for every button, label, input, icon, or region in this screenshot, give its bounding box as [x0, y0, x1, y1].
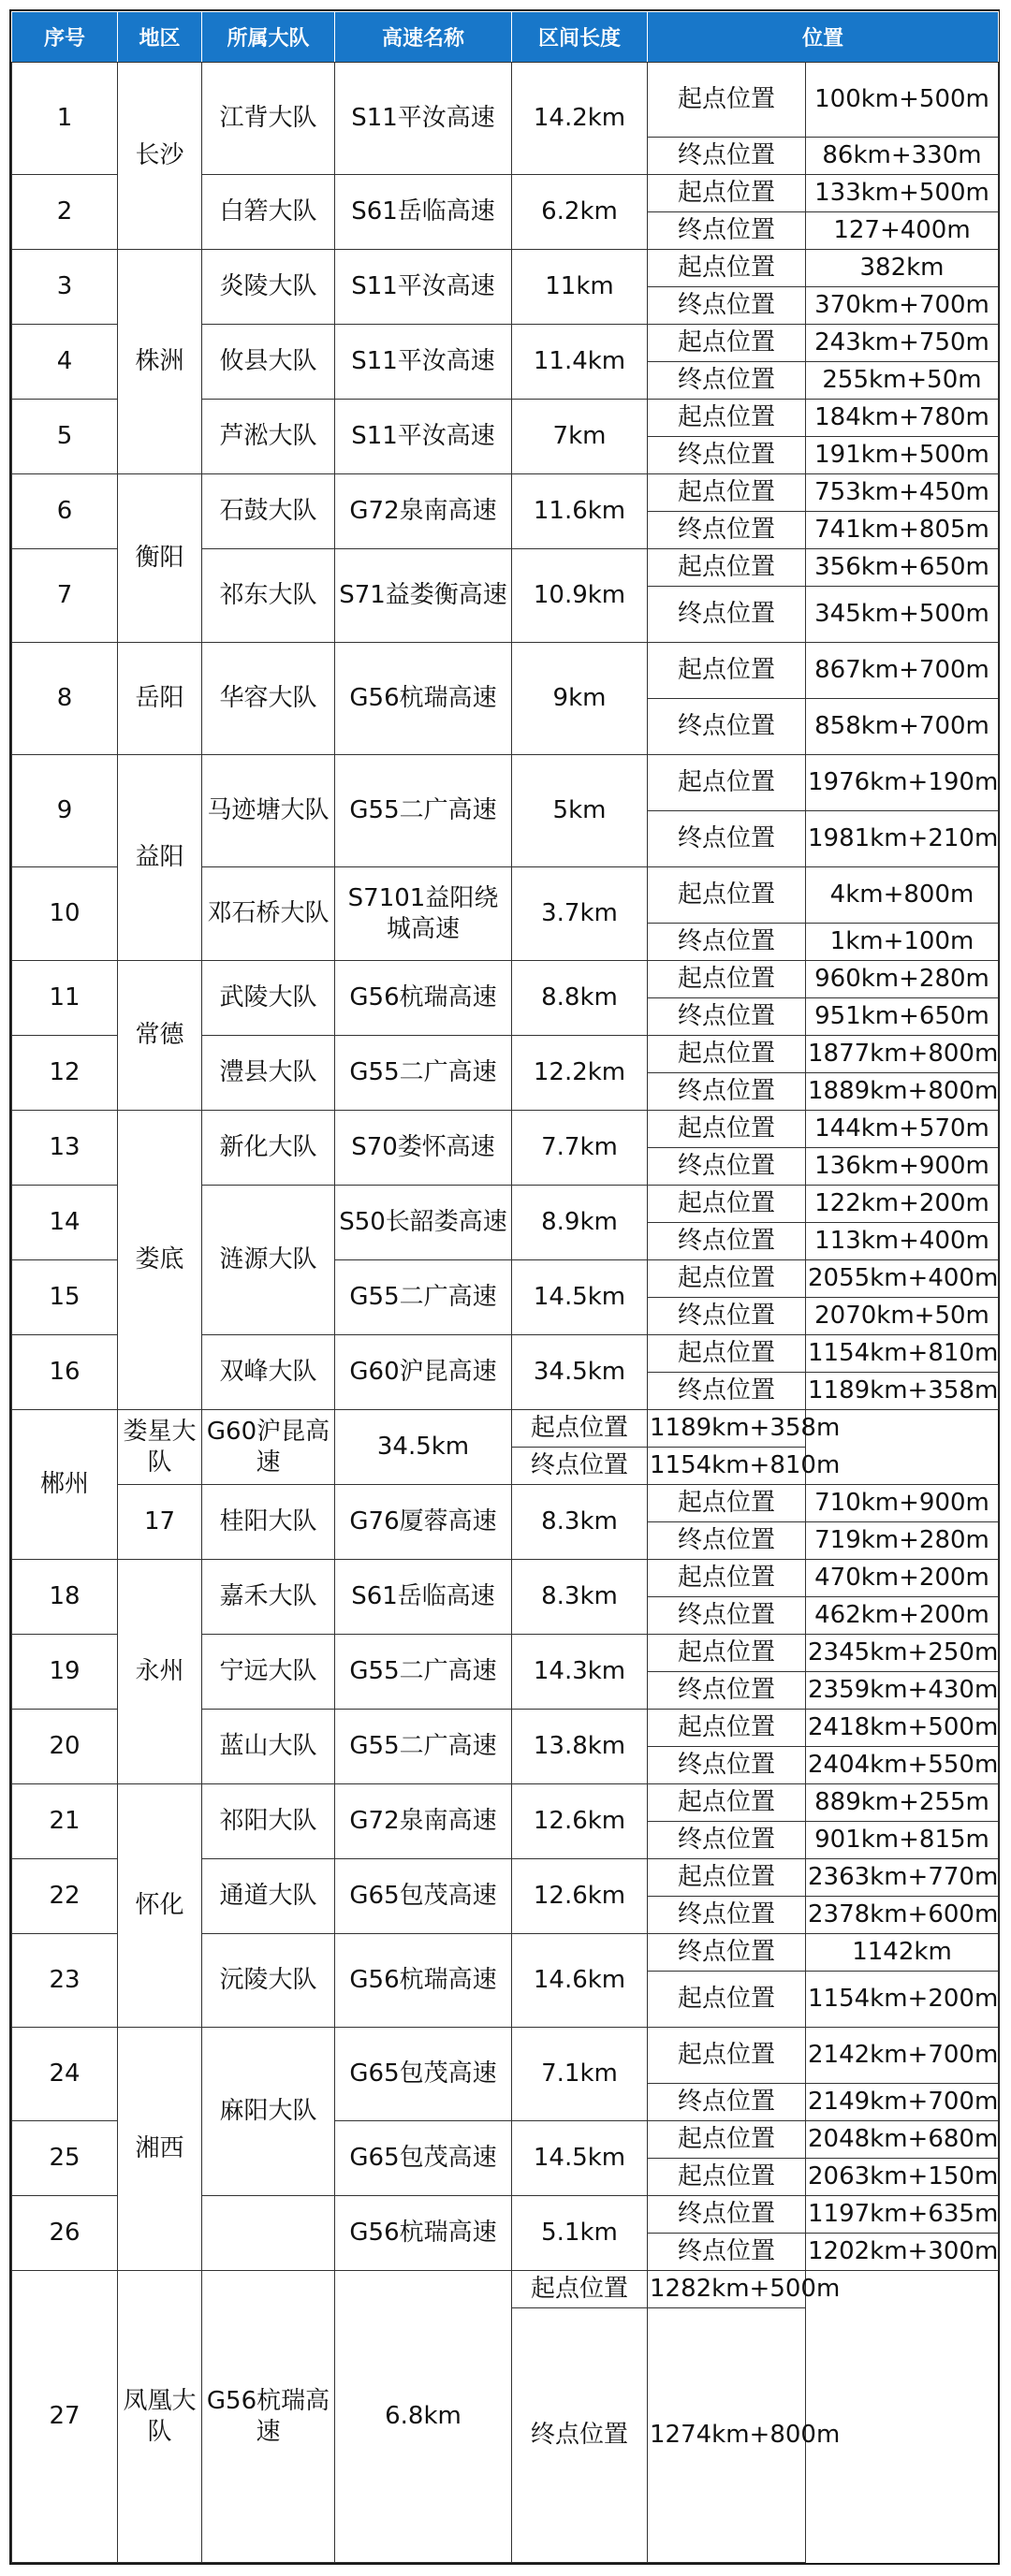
highway-cell: G56杭瑞高速 [202, 2271, 335, 2563]
position-label-cell: 终点位置 [648, 1672, 806, 1710]
brigade-cell: 蓝山大队 [202, 1710, 335, 1784]
header-seq: 序号 [12, 12, 118, 63]
brigade-cell: 麻阳大队 [202, 2028, 335, 2196]
position-label-cell: 起点位置 [648, 1972, 806, 2028]
position-label-cell: 终点位置 [648, 1934, 806, 1972]
position-value-cell: 1km+100m [806, 924, 999, 961]
position-label-cell: 终点位置 [512, 1448, 648, 1485]
length-cell: 34.5km [335, 1410, 512, 1485]
position-value-cell: 1142km [806, 1934, 999, 1972]
brigade-cell: 通道大队 [202, 1859, 335, 1934]
length-cell: 10.9km [512, 549, 648, 643]
position-label-cell: 终点位置 [648, 1223, 806, 1260]
position-label-cell: 起点位置 [648, 474, 806, 512]
length-cell: 14.5km [512, 1260, 648, 1335]
region-cell: 永州 [118, 1560, 202, 1784]
position-value-cell: 2055km+400m [806, 1260, 999, 1298]
table-row [12, 2028, 999, 2084]
length-cell: 8.8km [512, 961, 648, 1036]
table-row [12, 1560, 999, 1597]
position-value-cell: 951km+650m [806, 998, 999, 1036]
length-cell: 5.1km [512, 2196, 648, 2271]
highway-cell: G56杭瑞高速 [335, 961, 512, 1036]
position-value-cell: 960km+280m [806, 961, 999, 998]
position-label-cell: 起点位置 [648, 1635, 806, 1672]
position-label-cell: 终点位置 [648, 1373, 806, 1410]
highway-cell: G60沪昆高速 [335, 1335, 512, 1410]
table-header-row [12, 12, 999, 63]
position-value-cell: 2378km+600m [806, 1897, 999, 1934]
highway-cell: S61岳临高速 [335, 175, 512, 250]
region-cell: 益阳 [118, 755, 202, 961]
position-value-cell: 2149km+700m [806, 2084, 999, 2121]
position-label-cell: 终点位置 [648, 924, 806, 961]
position-value-cell: 345km+500m [806, 587, 999, 643]
position-value-cell: 382km [806, 250, 999, 287]
position-value-cell: 243km+750m [806, 325, 999, 362]
position-label-cell: 起点位置 [648, 1335, 806, 1373]
brigade-cell: 马迹塘大队 [202, 755, 335, 867]
position-value-cell: 719km+280m [806, 1522, 999, 1560]
position-value-cell: 741km+805m [806, 512, 999, 549]
seq-cell: 23 [12, 1934, 118, 2028]
length-cell: 8.3km [512, 1560, 648, 1635]
table-row [12, 63, 999, 138]
seq-cell: 18 [12, 1560, 118, 1635]
position-value-cell: 2418km+500m [806, 1710, 999, 1747]
position-value-cell: 2063km+150m [806, 2159, 999, 2196]
position-label-cell: 终点位置 [648, 287, 806, 325]
seq-cell: 7 [12, 549, 118, 643]
header-highway: 高速名称 [335, 12, 512, 63]
highway-cell: S71益娄衡高速 [335, 549, 512, 643]
position-label-cell: 起点位置 [512, 2271, 648, 2308]
brigade-cell: 宁远大队 [202, 1635, 335, 1710]
position-value-cell: 858km+700m [806, 699, 999, 755]
position-label-cell: 起点位置 [648, 755, 806, 811]
region-cell: 常德 [118, 961, 202, 1111]
brigade-cell: 华容大队 [202, 643, 335, 755]
seq-cell: 20 [12, 1710, 118, 1784]
position-label-cell: 起点位置 [648, 2159, 806, 2196]
position-value-cell: 1197km+635m [806, 2196, 999, 2234]
brigade-cell: 石鼓大队 [202, 474, 335, 549]
position-label-cell: 终点位置 [648, 1597, 806, 1635]
brigade-cell: 澧县大队 [202, 1036, 335, 1111]
brigade-cell: 江背大队 [202, 63, 335, 175]
brigade-cell: 娄星大队 [118, 1410, 202, 1485]
position-value-cell: 889km+255m [806, 1784, 999, 1822]
length-cell: 14.6km [512, 1934, 648, 2028]
position-value-cell: 1274km+800m [648, 2308, 806, 2563]
length-cell: 14.5km [512, 2121, 648, 2196]
position-label-cell: 起点位置 [648, 1560, 806, 1597]
length-cell: 12.6km [512, 1859, 648, 1934]
position-label-cell: 起点位置 [648, 961, 806, 998]
position-value-cell: 133km+500m [806, 175, 999, 212]
seq-cell: 10 [12, 867, 118, 961]
table-row [12, 250, 999, 287]
highway-cell: S11平汝高速 [335, 63, 512, 175]
brigade-cell: 沅陵大队 [202, 1934, 335, 2028]
position-value-cell: 191km+500m [806, 437, 999, 474]
length-cell: 11km [512, 250, 648, 325]
brigade-cell: 芦淞大队 [202, 400, 335, 474]
seq-cell: 25 [12, 2121, 118, 2196]
brigade-cell: 武陵大队 [202, 961, 335, 1036]
position-label-cell: 终点位置 [648, 1522, 806, 1560]
position-value-cell: 1154km+200m [806, 1972, 999, 2028]
position-label-cell: 终点位置 [648, 512, 806, 549]
seq-cell: 9 [12, 755, 118, 867]
brigade-cell: 涟源大队 [202, 1186, 335, 1335]
highway-cell: G55二广高速 [335, 1036, 512, 1111]
seq-cell: 17 [118, 1485, 202, 1560]
position-label-cell: 终点位置 [648, 1747, 806, 1784]
length-cell: 8.3km [512, 1485, 648, 1560]
length-cell: 7.7km [512, 1111, 648, 1186]
seq-cell: 24 [12, 2028, 118, 2121]
position-label-cell: 起点位置 [512, 1410, 648, 1448]
position-label-cell: 起点位置 [648, 1111, 806, 1148]
table-row [12, 1410, 999, 1448]
position-label-cell: 终点位置 [648, 2084, 806, 2121]
brigade-cell: 祁东大队 [202, 549, 335, 643]
highway-cell: S11平汝高速 [335, 400, 512, 474]
position-label-cell: 起点位置 [648, 400, 806, 437]
position-label-cell: 终点位置 [648, 699, 806, 755]
position-label-cell: 终点位置 [648, 2234, 806, 2271]
table-row [12, 1784, 999, 1822]
brigade-cell: 邓石桥大队 [202, 867, 335, 961]
position-value-cell: 901km+815m [806, 1822, 999, 1859]
table-row [12, 755, 999, 811]
position-label-cell: 起点位置 [648, 175, 806, 212]
length-cell: 6.2km [512, 175, 648, 250]
position-value-cell: 867km+700m [806, 643, 999, 699]
position-value-cell: 1189km+358m [806, 1373, 999, 1410]
length-cell: 14.3km [512, 1635, 648, 1710]
position-value-cell: 1889km+800m [806, 1073, 999, 1111]
position-value-cell: 753km+450m [806, 474, 999, 512]
brigade-cell: 嘉禾大队 [202, 1560, 335, 1635]
seq-cell: 16 [12, 1335, 118, 1410]
position-value-cell: 1154km+810m [648, 1448, 806, 1485]
length-cell: 13.8km [512, 1710, 648, 1784]
region-cell: 衡阳 [118, 474, 202, 643]
region-cell: 株洲 [118, 250, 202, 474]
header-position: 位置 [648, 12, 999, 63]
position-label-cell: 起点位置 [648, 1784, 806, 1822]
region-cell: 怀化 [118, 1784, 202, 2028]
header-region: 地区 [118, 12, 202, 63]
seq-cell: 6 [12, 474, 118, 549]
position-label-cell: 起点位置 [648, 549, 806, 587]
region-cell: 湘西 [118, 2028, 202, 2271]
length-cell: 9km [512, 643, 648, 755]
length-cell: 11.4km [512, 325, 648, 400]
length-cell: 12.2km [512, 1036, 648, 1111]
seq-cell: 2 [12, 175, 118, 250]
highway-cell: G65包茂高速 [335, 2028, 512, 2121]
brigade-cell: 白箬大队 [202, 175, 335, 250]
highway-cell: S11平汝高速 [335, 325, 512, 400]
brigade-cell: 祁阳大队 [202, 1784, 335, 1859]
highway-cell: G72泉南高速 [335, 474, 512, 549]
length-cell: 8.9km [512, 1186, 648, 1260]
position-label-cell: 起点位置 [648, 325, 806, 362]
position-label-cell: 起点位置 [648, 1186, 806, 1223]
seq-cell: 5 [12, 400, 118, 474]
position-value-cell: 2404km+550m [806, 1747, 999, 1784]
highway-cell: S61岳临高速 [335, 1560, 512, 1635]
table-row [12, 643, 999, 699]
position-value-cell: 1877km+800m [806, 1036, 999, 1073]
highway-cell: S7101益阳绕城高速 [335, 867, 512, 961]
position-label-cell: 起点位置 [648, 1859, 806, 1897]
position-label-cell: 终点位置 [648, 362, 806, 400]
seq-cell: 22 [12, 1859, 118, 1934]
header-length: 区间长度 [512, 12, 648, 63]
region-cell: 娄底 [118, 1111, 202, 1410]
highway-cell: G56杭瑞高速 [335, 1934, 512, 2028]
table-row [12, 2271, 999, 2308]
position-label-cell: 起点位置 [648, 1260, 806, 1298]
position-label-cell: 终点位置 [648, 811, 806, 867]
length-cell: 14.2km [512, 63, 648, 175]
position-label-cell: 起点位置 [648, 2028, 806, 2084]
position-value-cell: 122km+200m [806, 1186, 999, 1223]
highway-cell: G60沪昆高速 [202, 1410, 335, 1485]
position-label-cell: 起点位置 [648, 1036, 806, 1073]
table-body [12, 63, 999, 2563]
seq-cell: 21 [12, 1784, 118, 1859]
highway-cell: S11平汝高速 [335, 250, 512, 325]
highway-cell: G76厦蓉高速 [335, 1485, 512, 1560]
position-label-cell: 终点位置 [648, 1897, 806, 1934]
brigade-cell: 凤凰大队 [118, 2271, 202, 2563]
region-cell: 郴州 [12, 1410, 118, 1560]
position-value-cell: 1154km+810m [806, 1335, 999, 1373]
position-value-cell: 1976km+190m [806, 755, 999, 811]
brigade-cell: 双峰大队 [202, 1335, 335, 1410]
seq-cell: 12 [12, 1036, 118, 1111]
position-label-cell: 终点位置 [648, 2196, 806, 2234]
position-label-cell: 起点位置 [648, 867, 806, 924]
position-value-cell: 136km+900m [806, 1148, 999, 1186]
position-value-cell: 100km+500m [806, 63, 999, 138]
length-cell: 12.6km [512, 1784, 648, 1859]
position-label-cell: 终点位置 [648, 998, 806, 1036]
brigade-highway-table [11, 11, 999, 2563]
header-brigade: 所属大队 [202, 12, 335, 63]
position-value-cell: 4km+800m [806, 867, 999, 924]
position-value-cell: 2359km+430m [806, 1672, 999, 1710]
table-row [12, 961, 999, 998]
position-label-cell: 终点位置 [648, 1073, 806, 1111]
position-label-cell: 起点位置 [648, 1710, 806, 1747]
seq-cell: 3 [12, 250, 118, 325]
position-label-cell: 起点位置 [648, 2121, 806, 2159]
position-value-cell: 370km+700m [806, 287, 999, 325]
brigade-cell: 炎陵大队 [202, 250, 335, 325]
highway-cell: G56杭瑞高速 [335, 643, 512, 755]
highway-cell: G55二广高速 [335, 1260, 512, 1335]
position-label-cell: 起点位置 [648, 643, 806, 699]
position-value-cell: 113km+400m [806, 1223, 999, 1260]
position-label-cell: 终点位置 [512, 2308, 648, 2563]
seq-cell: 26 [12, 2196, 118, 2271]
length-cell: 5km [512, 755, 648, 867]
seq-cell: 1 [12, 63, 118, 175]
highway-cell: G65包茂高速 [335, 1859, 512, 1934]
length-cell: 3.7km [512, 867, 648, 961]
seq-cell: 13 [12, 1111, 118, 1186]
position-value-cell: 184km+780m [806, 400, 999, 437]
region-cell: 岳阳 [118, 643, 202, 755]
position-label-cell: 终点位置 [648, 437, 806, 474]
position-value-cell: 127+400m [806, 212, 999, 250]
position-value-cell: 144km+570m [806, 1111, 999, 1148]
length-cell: 7km [512, 400, 648, 474]
position-value-cell: 710km+900m [806, 1485, 999, 1522]
highway-cell: S50长韶娄高速 [335, 1186, 512, 1260]
position-label-cell: 终点位置 [648, 1298, 806, 1335]
position-value-cell: 2142km+700m [806, 2028, 999, 2084]
seq-cell: 11 [12, 961, 118, 1036]
position-value-cell: 255km+50m [806, 362, 999, 400]
data-table-frame [9, 9, 1000, 2565]
length-cell: 6.8km [335, 2271, 512, 2563]
highway-cell: G56杭瑞高速 [335, 2196, 512, 2271]
position-value-cell: 2363km+770m [806, 1859, 999, 1897]
position-value-cell: 462km+200m [806, 1597, 999, 1635]
position-label-cell: 终点位置 [648, 138, 806, 175]
highway-cell: G55二广高速 [335, 755, 512, 867]
position-value-cell: 356km+650m [806, 549, 999, 587]
seq-cell: 27 [12, 2271, 118, 2563]
position-label-cell: 起点位置 [648, 1485, 806, 1522]
highway-cell: G55二广高速 [335, 1710, 512, 1784]
seq-cell: 15 [12, 1260, 118, 1335]
position-label-cell: 终点位置 [648, 212, 806, 250]
highway-cell: G72泉南高速 [335, 1784, 512, 1859]
position-value-cell: 86km+330m [806, 138, 999, 175]
region-cell: 长沙 [118, 63, 202, 250]
length-cell: 7.1km [512, 2028, 648, 2121]
position-value-cell: 2048km+680m [806, 2121, 999, 2159]
table-row [12, 1485, 999, 1522]
length-cell: 11.6km [512, 474, 648, 549]
brigade-cell: 攸县大队 [202, 325, 335, 400]
seq-cell: 14 [12, 1186, 118, 1260]
position-value-cell: 470km+200m [806, 1560, 999, 1597]
position-label-cell: 起点位置 [648, 250, 806, 287]
position-value-cell: 1282km+500m [648, 2271, 806, 2308]
seq-cell: 4 [12, 325, 118, 400]
table-row [12, 474, 999, 512]
position-label-cell: 终点位置 [648, 1822, 806, 1859]
position-value-cell: 2070km+50m [806, 1298, 999, 1335]
highway-cell: G55二广高速 [335, 1635, 512, 1710]
brigade-cell: 新化大队 [202, 1111, 335, 1186]
seq-cell: 8 [12, 643, 118, 755]
position-label-cell: 终点位置 [648, 1148, 806, 1186]
position-value-cell: 2345km+250m [806, 1635, 999, 1672]
position-value-cell: 1981km+210m [806, 811, 999, 867]
position-value-cell: 1189km+358m [648, 1410, 806, 1448]
table-row [12, 1111, 999, 1148]
seq-cell: 19 [12, 1635, 118, 1710]
position-value-cell: 1202km+300m [806, 2234, 999, 2271]
highway-cell: G65包茂高速 [335, 2121, 512, 2196]
length-cell: 34.5km [512, 1335, 648, 1410]
brigade-cell: 桂阳大队 [202, 1485, 335, 1560]
position-label-cell: 终点位置 [648, 587, 806, 643]
position-label-cell: 起点位置 [648, 63, 806, 138]
highway-cell: S70娄怀高速 [335, 1111, 512, 1186]
brigade-cell [202, 2196, 335, 2271]
